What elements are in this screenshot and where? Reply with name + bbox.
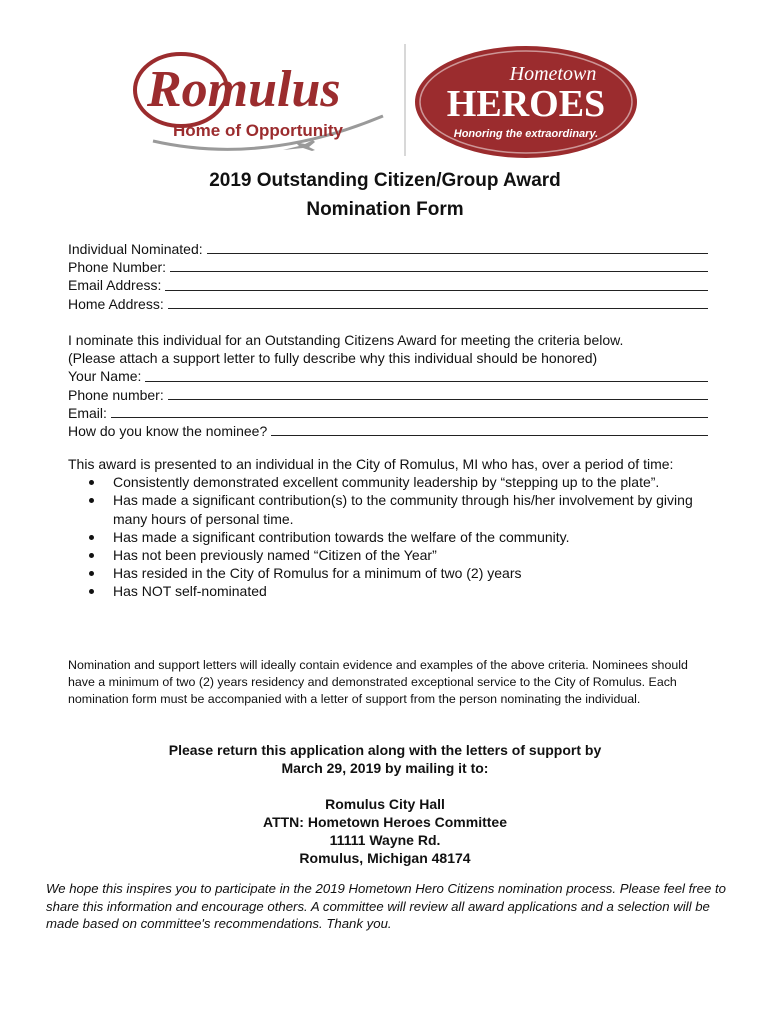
address-line-2: ATTN: Hometown Heroes Committee [263,814,507,830]
criteria-intro: This award is presented to an individual in the City of Romulus, MI who has, over a period of time: [68,456,674,472]
field-label: Email: [68,404,107,421]
field-individual-nominated[interactable] [68,240,708,258]
mailing-address [0,795,770,867]
blank-line[interactable] [145,367,708,381]
address-line-4: Romulus, Michigan 48174 [299,850,471,866]
criteria-section [68,455,708,601]
field-label: Your Name: [68,368,142,385]
field-home-address[interactable] [68,295,708,313]
form-title-line-2: Nomination Form [306,199,464,220]
intro-line-2: (Please attach a support letter to fully describe why this individual should be honored) [68,350,598,367]
field-email-address[interactable] [68,276,708,294]
closing-note: We hope this inspires you to participate in the 2019 Hometown Hero Citizens nomination process. Please feel free to share this information and encourage others. A committee will review all award applications and a selection will be made based on committee's recommendations. Thank you. [46,881,727,931]
list-item: Consistently demonstrated excellent community leadership by “stepping up to the plate”. [113,473,708,491]
field-label: Email Address: [68,277,162,294]
address-line-1: Romulus City Hall [325,796,445,812]
blank-line[interactable] [165,276,708,290]
list-item: Has resided in the City of Romulus for a minimum of two (2) years [113,564,708,582]
romulus-logo [133,46,395,158]
field-nominator-phone[interactable] [68,386,708,404]
list-item: Has made a significant contribution(s) to the community through his/her involvement by giving many hours of personal time. [113,491,708,527]
nominee-fields [68,240,708,313]
criteria-list [68,473,708,600]
blank-line[interactable] [168,295,708,309]
form-title [0,166,770,224]
field-your-name[interactable] [68,367,708,385]
header-logos [0,40,770,164]
list-item: Has made a significant contribution towards the welfare of the community. [113,528,708,546]
heroes-logo-tagline: Honoring the extraordinary. [453,128,599,140]
list-item: Has not been previously named “Citizen of the Year” [113,546,708,564]
romulus-tagline: Home of Opportunity [173,121,343,140]
blank-line[interactable] [170,258,708,272]
logo-divider [404,44,406,156]
return-line-1: Please return this application along with the letters of support by [168,742,602,758]
field-phone-number[interactable] [68,258,708,276]
hometown-heroes-logo [413,44,639,160]
field-label: Phone number: [68,386,164,403]
nomination-notes: Nomination and support letters will ideally contain evidence and examples of the above criteria. Nominees should have a minimum of two (2) years residency and demonstrated exceptional service to the City of Romulus. Each nomination form must be accompanied with a letter of support from the person nominating the individual. [68,658,688,706]
field-relationship[interactable] [68,422,708,440]
address-line-3: 11111 Wayne Rd. [329,832,441,848]
blank-line[interactable] [168,386,708,400]
field-label: Phone Number: [68,259,167,276]
field-label: Home Address: [68,295,164,312]
blank-line[interactable] [207,240,708,254]
intro-line-1: I nominate this individual for an Outstanding Citizens Award for meeting the criteria below. [68,332,624,348]
form-title-line-1: 2019 Outstanding Citizen/Group Award [209,170,561,191]
return-instructions [0,741,770,777]
field-nominator-email[interactable] [68,404,708,422]
field-label: Individual Nominated: [68,241,203,257]
blank-line[interactable] [111,404,708,418]
list-item: Has NOT self-nominated [113,582,708,600]
field-label: How do you know the nominee? [68,423,268,440]
heroes-logo-top: Hometown [509,63,597,85]
return-line-2: March 29, 2019 by mailing it to: [281,760,489,776]
blank-line[interactable] [271,422,708,436]
nominator-section [68,331,708,440]
heroes-logo-main: HEROES [446,83,606,125]
romulus-wordmark: Romulus [147,61,341,118]
